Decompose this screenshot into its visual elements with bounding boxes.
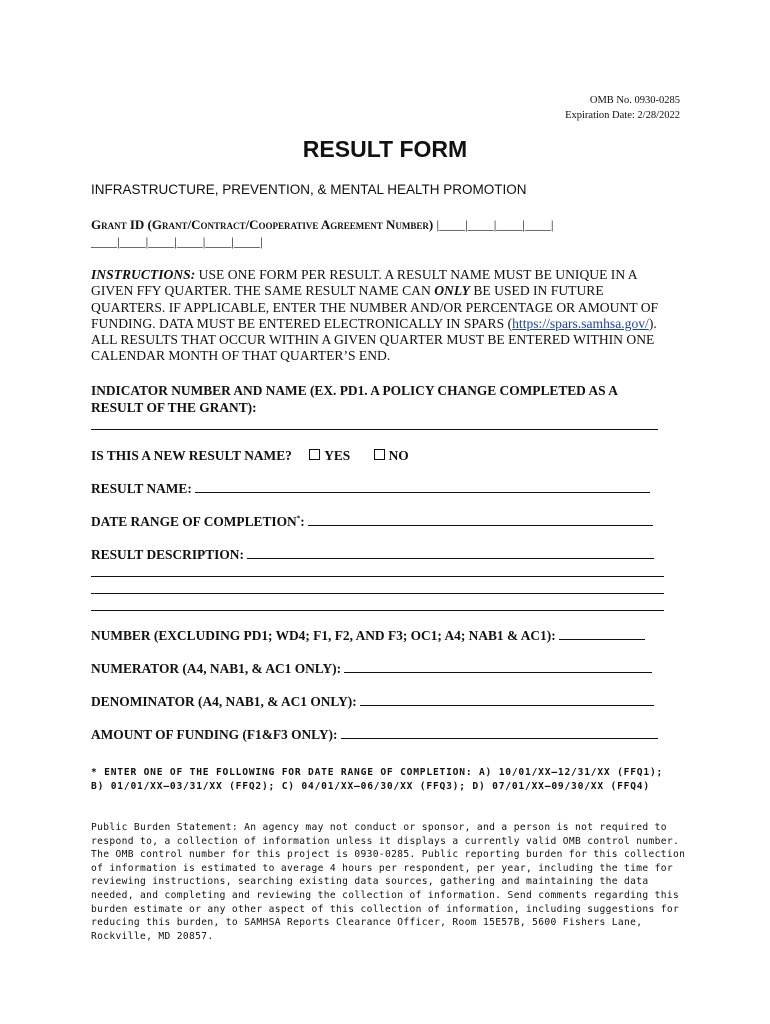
denominator-row [91,694,654,710]
omb-info [565,93,680,123]
grant-id-label: Grant ID (Grant/Contract/Cooperative Agreement Number) [91,217,434,232]
grant-id-blanks-2[interactable]: ____|____|____|____|____|____| [91,234,263,249]
date-range-row [91,514,653,530]
numerator-label: NUMERATOR (A4, NAB1, & AC1 ONLY): [91,661,342,676]
grant-id-field[interactable] [91,216,691,250]
expiration-date: Expiration Date: 2/28/2022 [565,110,680,121]
date-range-footnote-mark: * [296,514,301,523]
instructions-text-1: USE ONE FORM PER RESULT. A RESULT NAME MUST BE UNIQUE IN A GIVEN FFY QUARTER. THE SAME RESULT NAME CAN [91,267,637,299]
date-range-note: * ENTER ONE OF THE FOLLOWING FOR DATE RANGE OF COMPLETION: A) 10/01/XX–12/31/XX (FFQ1); B) 01/01/XX–03/31/XX (FFQ2); C) 04/01/XX–06/30/XX (FFQ3); D) 07/01/XX–09/30/XX (FFQ4) [91,767,664,792]
result-name-label: RESULT NAME: [91,481,192,496]
instructions-text-2: BE USED IN FUTURE QUARTERS. IF APPLICABLE, ENTER THE NUMBER AND/OR PERCENTAGE OR AMOUNT OF FUNDING. DATA MUST BE ENTERED ELECTRONICALLY IN SPARS ( [91,283,659,331]
new-result-label: IS THIS A NEW RESULT NAME? [91,448,292,463]
indicator-input-line[interactable] [91,429,658,430]
page-title: RESULT FORM [302,136,468,162]
funding-row [91,727,658,743]
new-result-row [91,448,409,464]
instructions-text-3: ). ALL RESULTS THAT OCCUR WITHIN A GIVEN QUARTER MUST BE ENTERED WITHIN ONE CALENDAR MONTH OF THAT QUARTER’S END. [91,315,657,364]
denominator-label: DENOMINATOR (A4, NAB1, & AC1 ONLY): [91,694,357,709]
instructions-lead: INSTRUCTIONS: [91,267,196,282]
yes-checkbox[interactable] [309,449,320,460]
denominator-input[interactable] [360,695,654,706]
numerator-input[interactable] [344,662,652,673]
yes-label: YES [324,448,351,463]
no-label: NO [388,448,409,463]
number-label: NUMBER (EXCLUDING PD1; WD4; F1, F2, AND F3; OC1; A4; NAB1 & AC1): [91,628,556,643]
result-description-row [91,547,654,563]
result-description-input[interactable] [247,548,654,559]
description-line-3[interactable] [91,593,664,594]
instructions [91,267,681,365]
funding-label: AMOUNT OF FUNDING (F1&F3 ONLY): [91,727,338,742]
indicator-label: INDICATOR NUMBER AND NAME (EX. PD1. A POLICY CHANGE COMPLETED AS A RESULT OF THE GRANT): [91,383,618,415]
result-description-label: RESULT DESCRIPTION: [91,547,244,562]
description-line-4[interactable] [91,610,664,611]
description-line-2[interactable] [91,576,664,577]
instructions-only: ONLY [434,283,470,299]
no-checkbox[interactable] [374,449,385,460]
funding-input[interactable] [341,728,658,739]
number-row [91,628,645,644]
public-burden-statement: Public Burden Statement: An agency may not conduct or sponsor, and a person is not required to respond to, a collection of information unless it displays a currently valid OMB control number. The OMB control number for this project is 0930-0285. Public reporting burden for this collection of information is estimated to average 4 hours per respondent, per year, including the time for reviewing instructions, searching existing data sources, gathering and maintaining the data needed, and completing and reviewing the collection of information. Send comments regarding this burden estimate or any other aspect of this collection of information, including suggestions for reducing this burden, to SAMHSA Reports Clearance Officer, Room 15E57B, 5600 Fishers Lane, Rockville, MD 20857. [91,822,686,942]
result-name-input[interactable] [195,482,650,493]
numerator-row [91,661,652,677]
spars-link[interactable]: https://spars.samhsa.gov/ [512,315,649,331]
result-name-row [91,481,650,497]
date-range-colon: : [300,514,305,529]
page-subtitle: INFRASTRUCTURE, PREVENTION, & MENTAL HEALTH PROMOTION [91,182,527,197]
date-range-input[interactable] [308,515,653,526]
number-input[interactable] [559,629,645,640]
omb-number: OMB No. 0930-0285 [589,95,680,106]
grant-id-blanks-1[interactable]: |____|____|____|____| [436,217,554,232]
date-range-label: DATE RANGE OF COMPLETION [91,514,297,529]
